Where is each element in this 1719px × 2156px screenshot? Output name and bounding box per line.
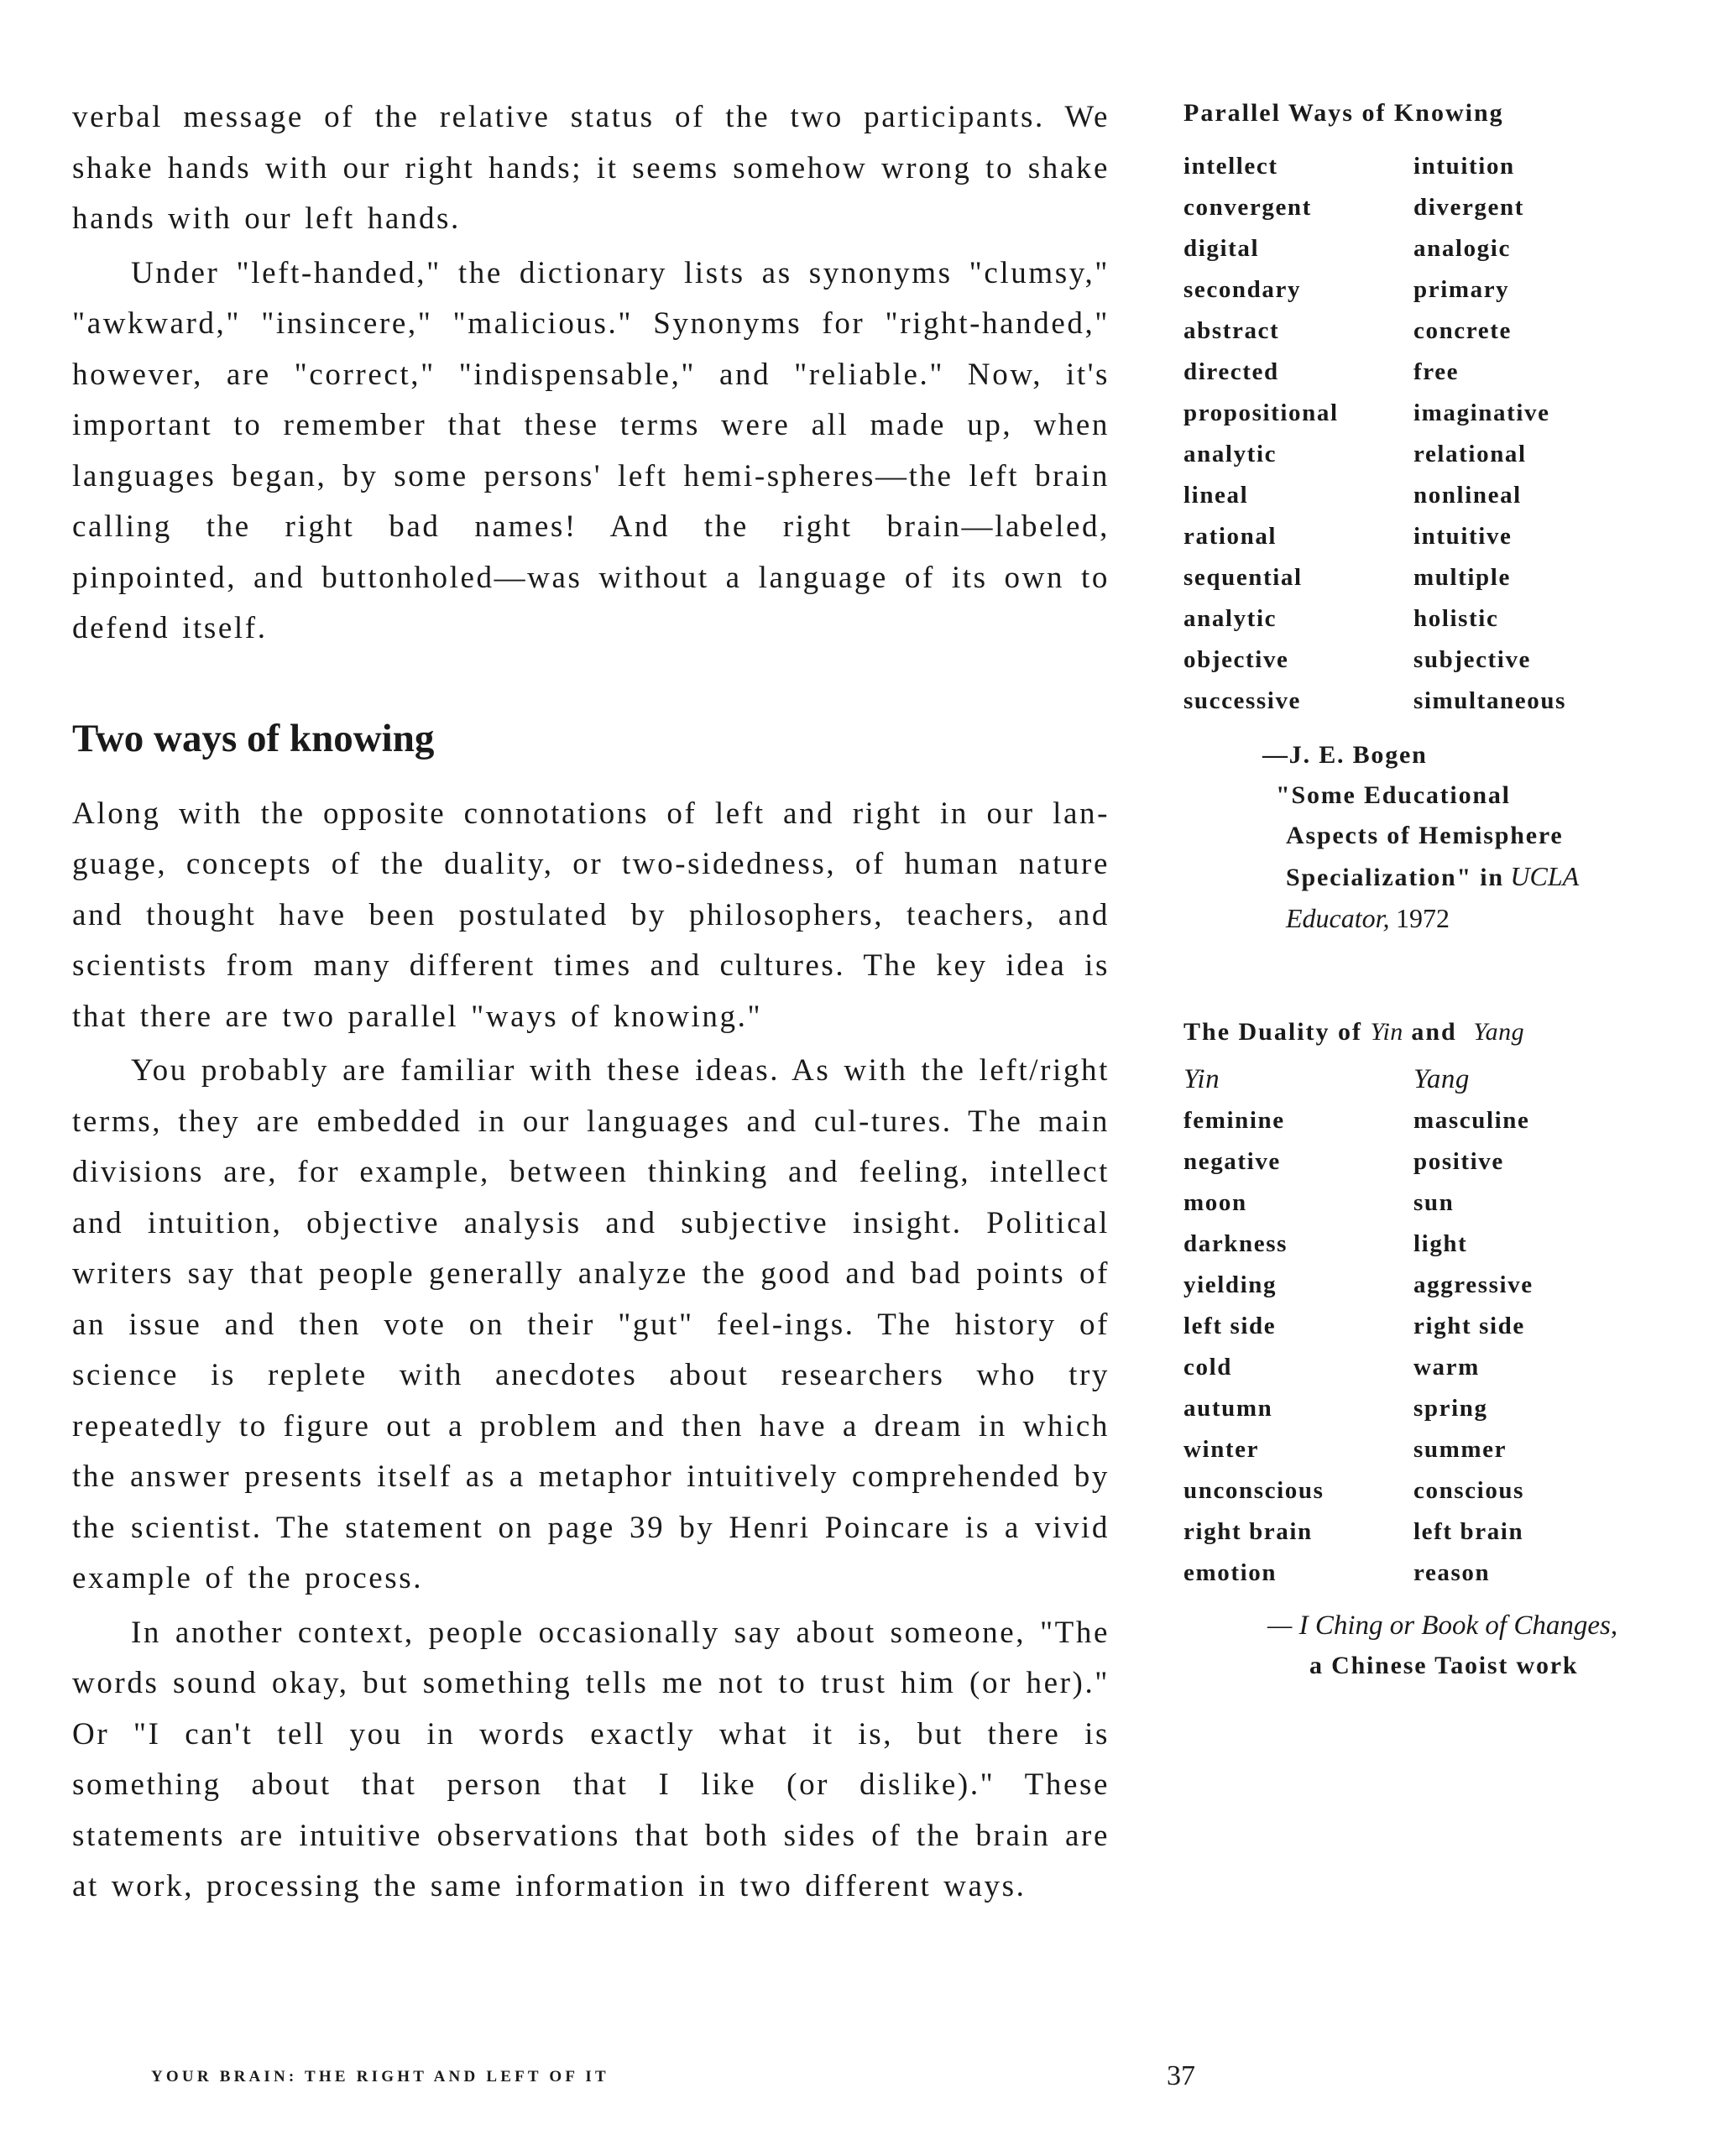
left-term: negative xyxy=(1183,1148,1281,1175)
table-row xyxy=(1183,187,1566,228)
right-term: intuition xyxy=(1413,153,1515,180)
left-term: sequential xyxy=(1183,564,1303,591)
right-term: right side xyxy=(1413,1313,1525,1339)
table-row xyxy=(1183,1224,1534,1265)
table-row xyxy=(1183,681,1566,722)
right-term: aggressive xyxy=(1413,1271,1534,1298)
left-term: feminine xyxy=(1183,1107,1285,1134)
title-and: and xyxy=(1411,1018,1457,1046)
attribution-author: —J. E. Bogen xyxy=(1262,741,1428,769)
attribution-line: a Chinese Taoist work xyxy=(1309,1652,1579,1679)
table-row xyxy=(1183,352,1566,393)
table-row xyxy=(1183,1100,1534,1141)
right-term: warm xyxy=(1413,1354,1480,1381)
table-row xyxy=(1183,1511,1534,1553)
table-row xyxy=(1183,146,1566,187)
parallel-ways-table xyxy=(1183,146,1566,722)
right-term: summer xyxy=(1413,1436,1507,1463)
table-header-row xyxy=(1183,1058,1534,1100)
running-footer: YOUR BRAIN: THE RIGHT AND LEFT OF IT xyxy=(151,2068,609,2086)
left-term: secondary xyxy=(1183,276,1302,303)
right-term: conscious xyxy=(1413,1477,1525,1504)
title-yang: Yang xyxy=(1473,1018,1525,1046)
table-row xyxy=(1183,1347,1534,1388)
left-term: lineal xyxy=(1183,482,1249,509)
left-term: convergent xyxy=(1183,194,1312,221)
table-row xyxy=(1183,475,1566,516)
left-term: directed xyxy=(1183,358,1279,385)
right-term: primary xyxy=(1413,276,1510,303)
left-term: left side xyxy=(1183,1313,1277,1339)
left-term: winter xyxy=(1183,1436,1260,1463)
yin-yang-table xyxy=(1183,1058,1534,1594)
right-term: analogic xyxy=(1413,235,1511,262)
attribution-italic: Educator, xyxy=(1286,903,1390,933)
right-term: relational xyxy=(1413,441,1527,467)
body-paragraph-2: Under "left-handed," the dictionary lists as synonyms "clumsy," "awkward," "insincere," "malicious." Synonyms for "right-handed," however, are "correct," "indispensable," and "reliable." Now, it's important to remember that these terms were all made up, when languages began, by some persons' left hemi-spheres—the left brain calling the right bad names! And the right brain—labeled, pinpointed, and buttonholed—was without a language of its own to defend itself. xyxy=(72,255,1110,645)
right-term: imaginative xyxy=(1413,399,1550,426)
left-term: propositional xyxy=(1183,399,1339,426)
table-row xyxy=(1183,1470,1534,1511)
right-term: divergent xyxy=(1413,194,1524,221)
table-row xyxy=(1183,1306,1534,1347)
column-header-yang: Yang xyxy=(1413,1063,1470,1094)
table-row xyxy=(1183,434,1566,475)
right-term: light xyxy=(1413,1230,1468,1257)
table-row xyxy=(1183,598,1566,639)
left-term: moon xyxy=(1183,1189,1247,1216)
attribution-line xyxy=(1276,856,1670,898)
main-text-column xyxy=(72,92,1110,1913)
right-term: positive xyxy=(1413,1148,1504,1175)
table-row xyxy=(1183,393,1566,434)
attribution-line: Aspects of Hemisphere xyxy=(1286,822,1564,849)
right-term: nonlineal xyxy=(1413,482,1522,509)
right-term: free xyxy=(1413,358,1460,385)
attribution-text: Specialization" in xyxy=(1286,864,1504,891)
table-row xyxy=(1183,557,1566,598)
right-term: spring xyxy=(1413,1395,1488,1422)
right-term: sun xyxy=(1413,1189,1455,1216)
body-paragraph-5: In another context, people occasionally say about someone, "The words sound okay, but something tells me not to trust him (or her)." Or "I can't tell you in words exactly what it is, but there is something about that person that I like (or dislike)." These statements are intuitive observations that both sides of the brain are at work, processing the same information in two different ways. xyxy=(72,1615,1110,1903)
right-term: intuitive xyxy=(1413,523,1513,550)
left-term: cold xyxy=(1183,1354,1232,1381)
table-row xyxy=(1183,1388,1534,1429)
left-term: analytic xyxy=(1183,605,1277,632)
right-term: subjective xyxy=(1413,646,1532,673)
sidebar-yin-yang xyxy=(1183,1018,1670,1686)
sidebar-attribution xyxy=(1183,735,1670,940)
sidebar-parallel-ways xyxy=(1183,99,1670,940)
table-row xyxy=(1183,228,1566,269)
left-term: right brain xyxy=(1183,1518,1313,1545)
left-term: intellect xyxy=(1183,153,1278,180)
attribution-line: — I Ching or Book of Changes, xyxy=(1267,1610,1618,1641)
right-term: simultaneous xyxy=(1413,687,1566,714)
table-row xyxy=(1183,1141,1534,1182)
title-yin: Yin xyxy=(1370,1018,1403,1046)
left-term: unconscious xyxy=(1183,1477,1325,1504)
left-term: yielding xyxy=(1183,1271,1277,1298)
left-term: darkness xyxy=(1183,1230,1288,1257)
right-term: masculine xyxy=(1413,1107,1530,1134)
left-term: objective xyxy=(1183,646,1289,673)
sidebar-title: Parallel Ways of Knowing xyxy=(1183,99,1504,127)
table-row xyxy=(1183,269,1566,311)
attribution-line: "Some Educational xyxy=(1276,781,1511,809)
section-heading: Two ways of knowing xyxy=(72,716,435,760)
sidebar-attribution xyxy=(1183,1605,1670,1686)
table-row xyxy=(1183,639,1566,681)
left-term: autumn xyxy=(1183,1395,1273,1422)
left-term: rational xyxy=(1183,523,1277,550)
attribution-year: 1972 xyxy=(1396,903,1450,933)
left-term: digital xyxy=(1183,235,1260,262)
right-term: multiple xyxy=(1413,564,1511,591)
left-term: successive xyxy=(1183,687,1302,714)
column-header-yin: Yin xyxy=(1183,1063,1220,1094)
left-term: abstract xyxy=(1183,317,1280,344)
left-term: emotion xyxy=(1183,1559,1277,1586)
title-prefix: The Duality of xyxy=(1183,1018,1363,1046)
right-term: left brain xyxy=(1413,1518,1524,1545)
right-term: reason xyxy=(1413,1559,1491,1586)
right-term: holistic xyxy=(1413,605,1499,632)
table-row xyxy=(1183,1182,1534,1224)
table-row xyxy=(1183,311,1566,352)
table-row xyxy=(1183,1553,1534,1594)
table-row xyxy=(1183,1429,1534,1470)
body-paragraph-4: You probably are familiar with these ideas. As with the left/right terms, they are embedded in our languages and cul-tures. The main divisions are, for example, between thinking and feeling, intellect and intuition, objective analysis and subjective insight. Political writers say that people generally analyze the good and bad points of an issue and then vote on their "gut" feel-ings. The history of science is replete with anecdotes about researchers who try repeatedly to figure out a problem and then have a dream in which the answer presents itself as a metaphor intuitively comprehended by the scientist. The statement on page 39 by Henri Poincare is a vivid example of the process. xyxy=(72,1053,1110,1595)
table-row xyxy=(1183,516,1566,557)
right-term: concrete xyxy=(1413,317,1512,344)
body-paragraph-1: verbal message of the relative status of the two participants. We shake hands with our right hands; it seems somehow wrong to shake hands with our left hands. xyxy=(72,100,1110,236)
left-term: analytic xyxy=(1183,441,1277,467)
body-paragraph-3: Along with the opposite connotations of left and right in our lan-guage, concepts of the duality, or two-sidedness, of human nature and thought have been postulated by philosophers, teachers, and scientists from many different times and cultures. The key idea is that there are two parallel "ways of knowing." xyxy=(72,796,1110,1034)
page-number: 37 xyxy=(1167,2060,1195,2091)
table-row xyxy=(1183,1265,1534,1306)
sidebar-title xyxy=(1183,1018,1670,1047)
attribution-line xyxy=(1276,898,1670,940)
attribution-italic: UCLA xyxy=(1510,861,1580,891)
